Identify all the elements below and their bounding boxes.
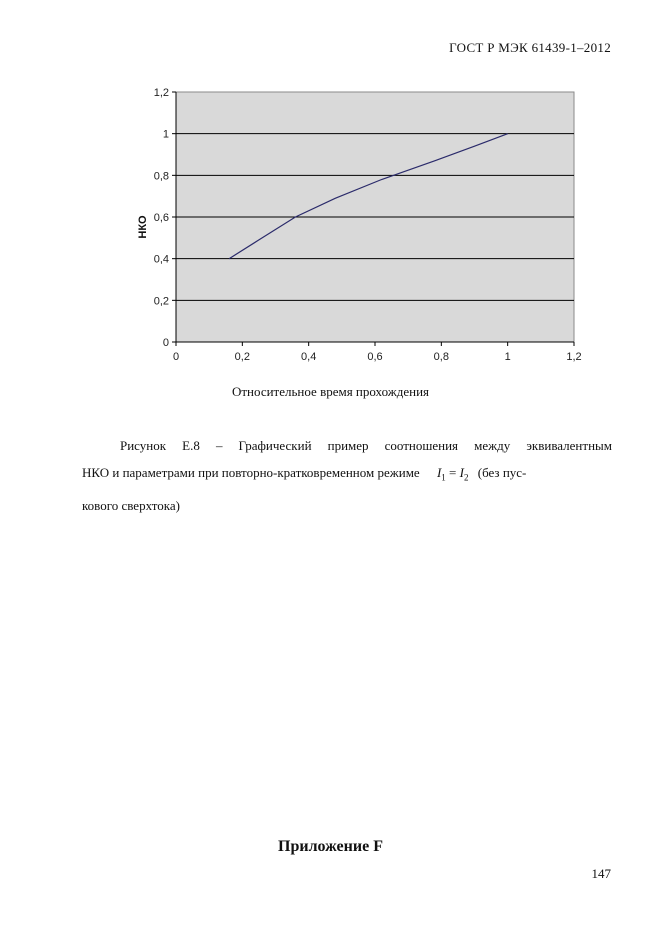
x-tick-label: 0,2 (234, 351, 250, 363)
y-tick-label: 1 (162, 128, 169, 141)
page-number: 147 (591, 866, 611, 881)
formula-sub2: 2 (463, 472, 469, 483)
y-tick-label: 1,2 (153, 87, 169, 99)
formula-i2: I (459, 465, 464, 480)
x-tick-label: 0,8 (433, 351, 449, 363)
caption-line-2-end: (без пус- (477, 465, 527, 480)
caption-line-2 (82, 459, 612, 492)
x-tick-labels (173, 351, 582, 363)
formula-eq: = (449, 465, 457, 480)
caption-line-2-text: НКО и параметрами при повторно-кратковременном режиме (82, 465, 420, 480)
y-tick-label: 0,8 (153, 170, 169, 183)
appendix-title: Приложение F (278, 838, 383, 855)
x-tick-label: 0,4 (301, 351, 317, 363)
y-tick-labels (154, 87, 169, 349)
x-axis-label: Относительное время прохождения (231, 384, 430, 399)
figure-caption (82, 432, 612, 519)
formula (436, 465, 469, 483)
chart (120, 80, 600, 380)
x-tick-label: 1 (504, 351, 511, 363)
document-header: ГОСТ Р МЭК 61439-1–2012 (449, 40, 611, 55)
y-tick-label: 0 (162, 337, 169, 349)
x-tick-label: 0 (172, 351, 180, 363)
chart-svg (120, 80, 600, 380)
y-tick-label: 0,4 (153, 253, 169, 266)
y-tick-label: 0,6 (153, 212, 169, 224)
x-tick-label: 1,2 (566, 351, 582, 363)
x-tick-label: 0,6 (367, 351, 383, 363)
caption-line-1: Рисунок Е.8 – Графический пример соотношения между эквивалентным (120, 438, 612, 453)
formula-sub1: 1 (441, 472, 446, 483)
y-axis-label: НКО (137, 215, 149, 239)
formula-i1: I (436, 465, 442, 480)
caption-line-3: кового сверхтока) (82, 497, 180, 513)
y-tick-label: 0,2 (153, 295, 169, 308)
